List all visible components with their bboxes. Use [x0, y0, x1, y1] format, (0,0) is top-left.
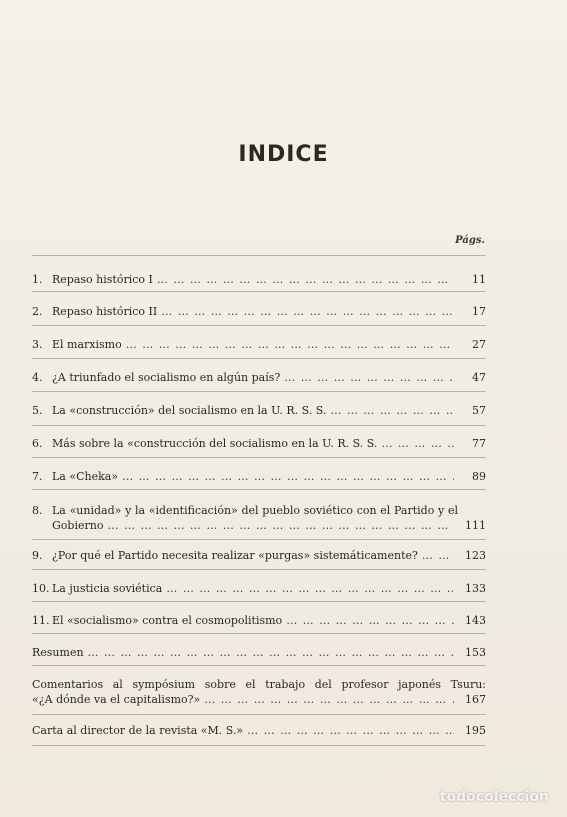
- leader-dots: [157, 272, 454, 287]
- entry-title: ¿Por qué el Partido necesita realizar «purgas» sistemáticamente?: [52, 549, 418, 562]
- entry-number: 7.: [32, 470, 43, 483]
- entry-title: Resumen: [32, 646, 84, 659]
- leader-dots: [166, 581, 454, 596]
- divider: [32, 714, 486, 715]
- entry-page: 195: [465, 724, 486, 737]
- toc-entry-10: [32, 581, 486, 596]
- toc-entry-letter: [32, 723, 486, 738]
- entry-title: El «socialismo» contra el cosmopolitismo: [52, 614, 283, 627]
- entry-number: 6.: [32, 437, 43, 450]
- leader-dots: [122, 469, 454, 484]
- leader-dots: [88, 645, 454, 660]
- leader-dots: [107, 518, 454, 533]
- toc-entry-11: [32, 613, 486, 628]
- entry-number: 3.: [32, 338, 43, 351]
- leader-dots: [286, 613, 454, 628]
- entry-number: 10.: [32, 582, 50, 595]
- entry-number: 4.: [32, 371, 43, 384]
- entry-number: 5.: [32, 404, 43, 417]
- entry-title: La «construcción» del socialismo en la U. R. S. S.: [52, 404, 327, 417]
- divider: [32, 457, 486, 458]
- divider: [32, 539, 486, 540]
- leader-dots: [161, 304, 454, 319]
- entry-title-line1: La «unidad» y la «identificación» del pueblo soviético con el Partido y el: [52, 504, 458, 517]
- watermark-logo: todocoleccion: [439, 789, 549, 805]
- entry-page: 123: [465, 549, 486, 562]
- entry-page: 111: [465, 519, 486, 532]
- entry-page: 153: [465, 646, 486, 659]
- leader-dots: [381, 436, 454, 451]
- leader-dots: [422, 548, 454, 563]
- entry-title-line2: Gobierno: [52, 519, 104, 532]
- entry-number: 1.: [32, 273, 43, 286]
- divider: [32, 633, 486, 634]
- entry-page: 77: [472, 437, 486, 450]
- toc-entry-1: [32, 272, 486, 287]
- entry-title: El marxismo: [52, 338, 122, 351]
- entry-title: La «Cheka»: [52, 470, 119, 483]
- page-title: INDICE: [238, 142, 329, 167]
- entry-page: 143: [465, 614, 486, 627]
- toc-entry-summary: [32, 645, 486, 660]
- entry-page: 11: [472, 273, 486, 286]
- divider: [32, 358, 486, 359]
- entry-title-line2: «¿A dónde va el capitalismo?»: [32, 693, 201, 706]
- entry-title: Carta al director de la revista «M. S.»: [32, 724, 244, 737]
- leader-dots: [330, 403, 454, 418]
- entry-title: Repaso histórico II: [52, 305, 158, 318]
- entry-page: 133: [465, 582, 486, 595]
- entry-title: La justicia soviética: [52, 582, 163, 595]
- toc-entry-2: [32, 304, 486, 319]
- toc-entry-6: [32, 436, 486, 451]
- toc-entry-comments: [32, 677, 486, 707]
- leader-dots: [247, 723, 454, 738]
- entry-number: 8.: [32, 504, 43, 517]
- entry-title: Más sobre la «construcción del socialismo en la U. R. S. S.: [52, 437, 378, 450]
- toc-entry-4: [32, 370, 486, 385]
- entry-page: 167: [465, 693, 486, 706]
- divider: [32, 425, 486, 426]
- entry-title: ¿A triunfado el socialismo en algún país?: [52, 371, 281, 384]
- divider: [32, 291, 486, 292]
- entry-page: 27: [472, 338, 486, 351]
- leader-dots: [126, 337, 454, 352]
- entry-number: 11.: [32, 614, 50, 627]
- divider: [32, 569, 486, 570]
- divider: [32, 745, 486, 746]
- leader-dots: [284, 370, 454, 385]
- toc-entry-5: [32, 403, 486, 418]
- toc-entry-7: [32, 469, 486, 484]
- divider: [32, 489, 486, 490]
- toc-entry-3: [32, 337, 486, 352]
- entry-page: 89: [472, 470, 486, 483]
- entry-page: 57: [472, 404, 486, 417]
- divider: [32, 391, 486, 392]
- entry-page: 17: [472, 305, 486, 318]
- entry-page: 47: [472, 371, 486, 384]
- divider: [32, 255, 486, 256]
- toc-entry-8: [32, 503, 486, 533]
- divider: [32, 601, 486, 602]
- entry-number: 2.: [32, 305, 43, 318]
- pages-column-label: Págs.: [455, 235, 485, 246]
- divider: [32, 325, 486, 326]
- entry-title-line1: Comentarios al sympósium sobre el trabajo del profesor japonés Tsuru:: [32, 678, 486, 691]
- toc-entry-9: [32, 548, 486, 563]
- leader-dots: [204, 692, 454, 707]
- entry-number: 9.: [32, 549, 43, 562]
- entry-title: Repaso histórico I: [52, 273, 153, 286]
- divider: [32, 665, 486, 666]
